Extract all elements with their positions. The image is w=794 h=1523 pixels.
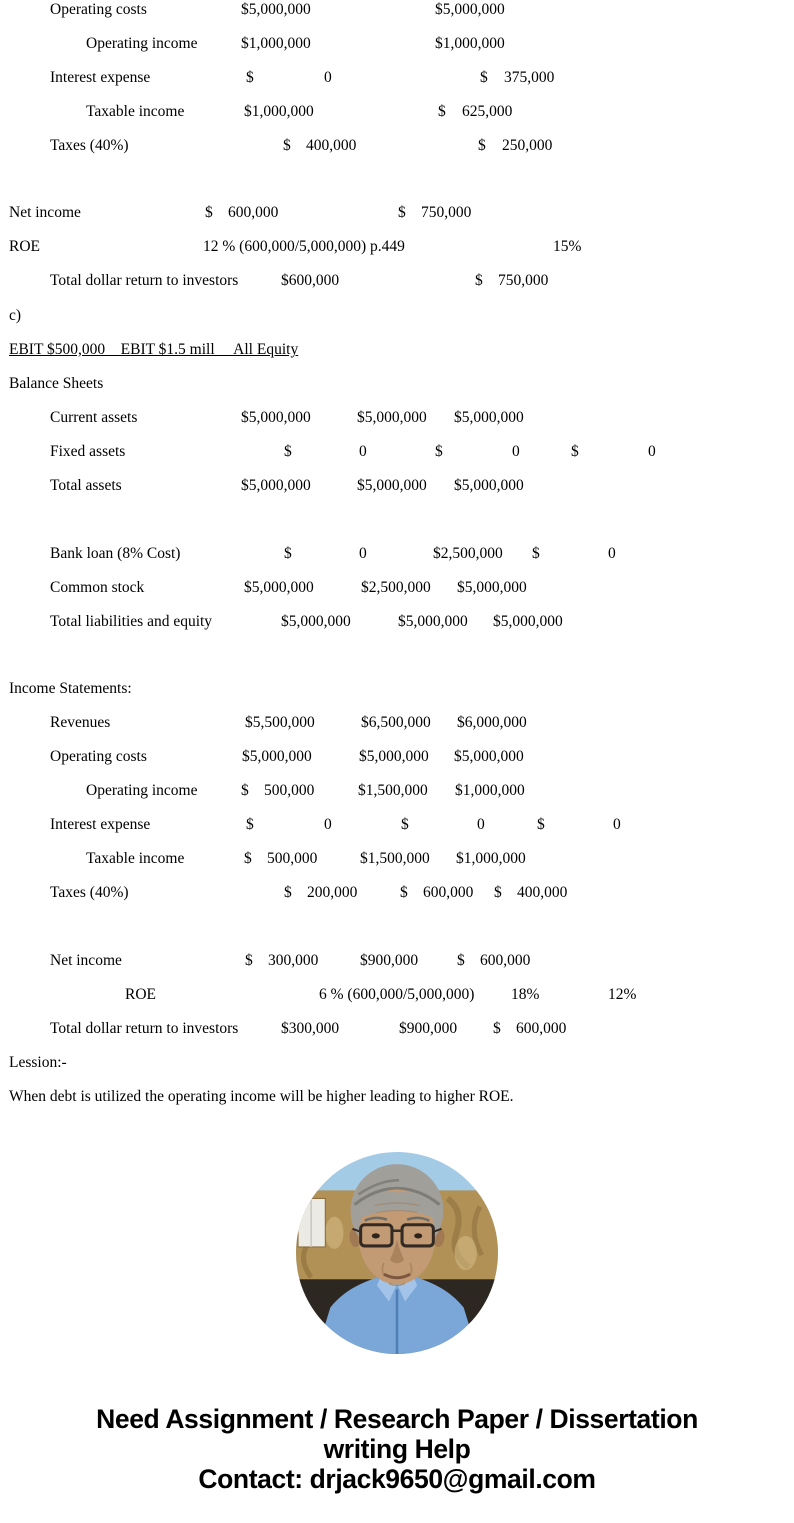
doc-cell: ROE	[125, 986, 156, 1003]
doc-cell: $	[398, 204, 406, 221]
doc-cell: $	[244, 850, 252, 867]
footer-heading-line1: Need Assignment / Research Paper / Dissertation	[96, 1404, 698, 1434]
doc-cell: 0	[359, 443, 367, 460]
doc-cell: $1,500,000	[358, 782, 428, 799]
doc-cell: $	[246, 69, 254, 86]
doc-row	[0, 781, 794, 801]
doc-cell: 500,000	[264, 782, 315, 799]
doc-cell: $1,000,000	[456, 850, 526, 867]
doc-cell: $	[283, 137, 291, 154]
doc-cell: Operating income	[86, 35, 198, 52]
doc-cell: $5,000,000	[454, 748, 524, 765]
doc-cell: Lession:-	[9, 1054, 67, 1071]
doc-cell: $5,000,000	[242, 748, 312, 765]
doc-cell: $	[284, 545, 292, 562]
doc-cell: $5,000,000	[454, 477, 524, 494]
doc-row	[0, 68, 794, 88]
doc-cell: 750,000	[498, 272, 549, 289]
doc-cell: Operating costs	[50, 1, 147, 18]
doc-row	[0, 849, 794, 869]
doc-cell: Income Statements:	[9, 680, 132, 697]
doc-cell: Balance Sheets	[9, 375, 104, 392]
doc-cell: 0	[324, 69, 332, 86]
doc-cell: $	[493, 1020, 501, 1037]
doc-cell: $5,000,000	[241, 409, 311, 426]
doc-row	[0, 985, 794, 1005]
doc-cell: 600,000	[480, 952, 531, 969]
doc-row	[0, 747, 794, 767]
doc-cell: $1,000,000	[244, 103, 314, 120]
doc-cell: 300,000	[268, 952, 319, 969]
doc-cell: $2,500,000	[433, 545, 503, 562]
doc-cell: $2,500,000	[361, 579, 431, 596]
doc-row	[0, 34, 794, 54]
doc-cell: 750,000	[421, 204, 472, 221]
doc-cell: $900,000	[399, 1020, 458, 1037]
doc-row	[0, 713, 794, 733]
doc-cell: $5,000,000	[454, 409, 524, 426]
doc-cell: 600,000	[423, 884, 474, 901]
doc-cell: $300,000	[281, 1020, 340, 1037]
doc-cell: Taxes (40%)	[50, 884, 129, 901]
doc-cell: $	[537, 816, 545, 833]
doc-cell: Taxable income	[86, 103, 185, 120]
doc-cell: Operating income	[86, 782, 198, 799]
doc-cell: $900,000	[360, 952, 419, 969]
doc-cell: $	[205, 204, 213, 221]
doc-cell: Fixed assets	[50, 443, 126, 460]
doc-cell: $	[478, 137, 486, 154]
right-eye	[414, 1233, 422, 1238]
doc-cell: 0	[613, 816, 621, 833]
doc-cell: $6,000,000	[457, 714, 527, 731]
doc-row	[0, 102, 794, 122]
wall-pattern	[455, 1236, 477, 1270]
doc-row	[0, 1087, 794, 1107]
doc-cell: Total dollar return to investors	[50, 272, 239, 289]
doc-cell: $5,000,000	[359, 748, 429, 765]
doc-row	[0, 442, 794, 462]
doc-cell: $	[401, 816, 409, 833]
doc-row	[0, 578, 794, 598]
doc-row	[0, 951, 794, 971]
footer-heading-line2: writing Help	[323, 1434, 471, 1464]
doc-row	[0, 203, 794, 223]
doc-cell: 200,000	[307, 884, 358, 901]
doc-row	[0, 815, 794, 835]
doc-row	[0, 306, 794, 326]
doc-cell: 6 % (600,000/5,000,000)	[319, 986, 475, 1003]
doc-cell: 0	[359, 545, 367, 562]
footer-contact-email: Contact: drjack9650@gmail.com	[198, 1464, 596, 1494]
left-eye	[372, 1233, 380, 1238]
doc-cell: $1,000,000	[435, 35, 505, 52]
profile-photo	[296, 1152, 498, 1354]
doc-cell: $5,000,000	[357, 477, 427, 494]
doc-cell: Total liabilities and equity	[50, 613, 213, 630]
profile-photo-illustration	[296, 1152, 498, 1354]
doc-cell: EBIT $500,000 EBIT $1.5 mill All Equity	[9, 341, 299, 358]
doc-cell: Interest expense	[50, 69, 151, 86]
doc-cell: $1,500,000	[360, 850, 430, 867]
doc-cell: Common stock	[50, 579, 145, 596]
doc-cell: Net income	[9, 204, 81, 221]
doc-row	[0, 476, 794, 496]
doc-cell: c)	[9, 307, 22, 324]
doc-cell: 400,000	[517, 884, 568, 901]
doc-cell: $5,000,000	[493, 613, 563, 630]
doc-cell: $5,000,000	[241, 1, 311, 18]
doc-row	[0, 544, 794, 564]
doc-cell: Revenues	[50, 714, 111, 731]
doc-cell: $	[400, 884, 408, 901]
doc-cell: 400,000	[306, 137, 357, 154]
doc-cell: $5,000,000	[435, 1, 505, 18]
doc-cell: Operating costs	[50, 748, 147, 765]
doc-row	[0, 340, 794, 360]
doc-cell: 18%	[511, 986, 540, 1003]
doc-cell: 0	[608, 545, 616, 562]
doc-cell: 0	[324, 816, 332, 833]
doc-cell: 600,000	[228, 204, 279, 221]
doc-row	[0, 271, 794, 291]
doc-cell: 625,000	[462, 103, 513, 120]
wall-pattern	[325, 1217, 343, 1249]
doc-row	[0, 612, 794, 632]
doc-cell: Taxes (40%)	[50, 137, 129, 154]
doc-cell: $5,000,000	[244, 579, 314, 596]
doc-cell: 12%	[608, 986, 637, 1003]
doc-row	[0, 0, 794, 20]
doc-cell: 500,000	[267, 850, 318, 867]
doc-cell: 0	[512, 443, 520, 460]
doc-cell: $1,000,000	[241, 35, 311, 52]
doc-cell: 12 % (600,000/5,000,000) p.449	[203, 238, 405, 255]
doc-cell: $	[284, 884, 292, 901]
doc-cell: $	[480, 69, 488, 86]
doc-cell: $	[284, 443, 292, 460]
doc-cell: $600,000	[281, 272, 340, 289]
doc-cell: When debt is utilized the operating income will be higher leading to higher ROE.	[9, 1088, 514, 1105]
doc-cell: Bank loan (8% Cost)	[50, 545, 181, 562]
doc-row	[0, 1019, 794, 1039]
doc-cell: Taxable income	[86, 850, 185, 867]
doc-cell: $	[475, 272, 483, 289]
doc-cell: $1,000,000	[455, 782, 525, 799]
doc-cell: $	[571, 443, 579, 460]
doc-row	[0, 374, 794, 394]
doc-cell: $	[435, 443, 443, 460]
doc-row	[0, 237, 794, 257]
doc-cell: 15%	[553, 238, 582, 255]
doc-cell: $	[246, 816, 254, 833]
doc-cell: $5,000,000	[241, 477, 311, 494]
doc-cell: $	[457, 952, 465, 969]
doc-cell: $5,000,000	[457, 579, 527, 596]
doc-cell: Interest expense	[50, 816, 151, 833]
doc-cell: $	[438, 103, 446, 120]
doc-cell: ROE	[9, 238, 40, 255]
doc-cell: $	[241, 782, 249, 799]
doc-cell: Total dollar return to investors	[50, 1020, 239, 1037]
doc-cell: Current assets	[50, 409, 138, 426]
doc-row	[0, 408, 794, 428]
doc-cell: $	[494, 884, 502, 901]
doc-row	[0, 1053, 794, 1073]
doc-cell: $	[532, 545, 540, 562]
doc-cell: 600,000	[516, 1020, 567, 1037]
doc-cell: $	[245, 952, 253, 969]
doc-cell: $5,000,000	[281, 613, 351, 630]
doc-cell: $5,000,000	[398, 613, 468, 630]
doc-row	[0, 136, 794, 156]
doc-cell: 0	[477, 816, 485, 833]
doc-cell: $5,500,000	[245, 714, 315, 731]
doc-cell: 0	[648, 443, 656, 460]
doc-row	[0, 679, 794, 699]
doc-cell: $6,500,000	[361, 714, 431, 731]
doc-cell: Net income	[50, 952, 122, 969]
doc-cell: $5,000,000	[357, 409, 427, 426]
doc-cell: 250,000	[502, 137, 553, 154]
doc-cell: Total assets	[50, 477, 122, 494]
advertisement-footer	[0, 1404, 794, 1494]
doc-row	[0, 883, 794, 903]
doc-cell: 375,000	[504, 69, 555, 86]
